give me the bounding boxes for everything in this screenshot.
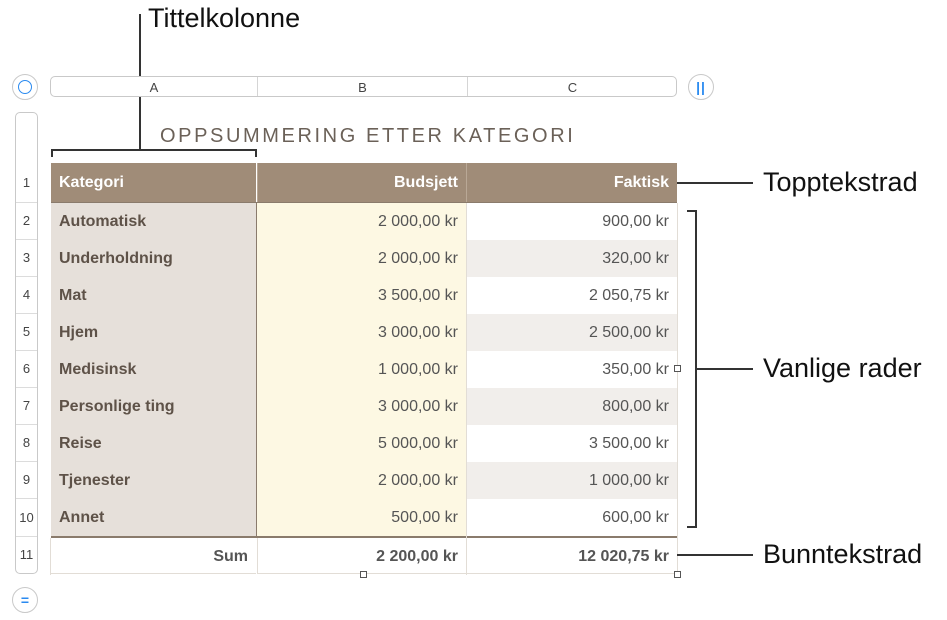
row-number[interactable]: 11 (19, 547, 34, 562)
table-right-border (677, 203, 678, 575)
callout-header-row: Topptekstrad (763, 167, 918, 197)
row-number[interactable]: 8 (22, 435, 31, 450)
row-divider (16, 239, 37, 240)
pause-icon: || (696, 79, 706, 95)
actual-cell[interactable]: 2 500,00 kr (467, 314, 677, 351)
row-divider (16, 461, 37, 462)
row-number[interactable]: 5 (22, 324, 31, 339)
row-number[interactable]: 6 (22, 361, 31, 376)
row-divider (16, 276, 37, 277)
select-table-button[interactable] (12, 74, 38, 100)
circle-icon (18, 80, 32, 94)
row-divider (16, 313, 37, 314)
resize-handle-corner[interactable] (674, 571, 681, 578)
row-number[interactable]: 2 (22, 213, 31, 228)
actual-cell[interactable]: 350,00 kr (467, 351, 677, 388)
footer-cell-label[interactable]: Sum (51, 538, 256, 574)
column-header-bar[interactable] (50, 76, 677, 97)
callout-title-column-bracket (51, 149, 257, 151)
callout-title-column: Tittelkolonne (148, 3, 301, 33)
callout-title-column-bracket-right (255, 149, 257, 157)
title-cell[interactable]: Automatisk (51, 203, 256, 240)
budget-cell[interactable]: 500,00 kr (257, 499, 466, 536)
title-cell[interactable]: Hjem (51, 314, 256, 351)
row-divider (16, 424, 37, 425)
table-title[interactable]: OPPSUMMERING ETTER KATEGORI (160, 125, 576, 147)
title-column-separator (256, 203, 257, 537)
row-number[interactable]: 3 (22, 250, 31, 265)
callout-body-rows: Vanlige rader (763, 353, 922, 383)
title-cell[interactable]: Reise (51, 425, 256, 462)
row-number[interactable]: 9 (22, 472, 31, 487)
budget-cell[interactable]: 2 000,00 kr (257, 240, 466, 277)
header-cell-category[interactable]: Kategori (51, 163, 256, 202)
actual-cell[interactable]: 600,00 kr (467, 499, 677, 536)
column-header-a[interactable]: A (149, 80, 159, 95)
budget-cell[interactable]: 2 000,00 kr (257, 462, 466, 499)
budget-cell[interactable]: 1 000,00 kr (257, 351, 466, 388)
header-cell-actual[interactable]: Faktisk (466, 163, 677, 202)
title-cell[interactable]: Annet (51, 499, 256, 536)
budget-cell[interactable]: 3 000,00 kr (257, 314, 466, 351)
title-cell[interactable]: Underholdning (51, 240, 256, 277)
footer-cell-actual[interactable]: 12 020,75 kr (467, 538, 677, 574)
row-divider (16, 498, 37, 499)
column-divider (466, 203, 467, 575)
row-divider (16, 202, 37, 203)
callout-footer-row-line (677, 554, 753, 556)
title-cell[interactable]: Medisinsk (51, 351, 256, 388)
header-row-border (51, 202, 677, 203)
footer-cell-budget[interactable]: 2 200,00 kr (257, 538, 466, 574)
row-number[interactable]: 10 (19, 510, 34, 525)
header-cell-budget[interactable]: Budsjett (257, 163, 466, 202)
actual-cell[interactable]: 2 050,75 kr (467, 277, 677, 314)
add-column-button[interactable] (688, 74, 714, 100)
actual-cell[interactable]: 1 000,00 kr (467, 462, 677, 499)
row-divider (16, 536, 37, 537)
row-number[interactable]: 1 (22, 175, 31, 190)
actual-cell[interactable]: 900,00 kr (467, 203, 677, 240)
resize-handle-right[interactable] (674, 365, 681, 372)
row-divider (16, 387, 37, 388)
equals-icon: = (20, 592, 30, 608)
table-left-border (50, 538, 51, 575)
column-header-b[interactable]: B (358, 80, 367, 95)
callout-header-row-line (677, 182, 753, 184)
resize-handle-bottom[interactable] (360, 571, 367, 578)
title-cell[interactable]: Mat (51, 277, 256, 314)
callout-title-column-bracket-left (51, 149, 53, 157)
title-cell[interactable]: Tjenester (51, 462, 256, 499)
title-cell[interactable]: Personlige ting (51, 388, 256, 425)
budget-cell[interactable]: 2 000,00 kr (257, 203, 466, 240)
callout-body-rows-bracket-bottom (687, 526, 697, 528)
actual-cell[interactable]: 3 500,00 kr (467, 425, 677, 462)
callout-footer-row: Bunntekstrad (763, 539, 923, 569)
row-number[interactable]: 4 (22, 287, 31, 302)
budget-cell[interactable]: 3 000,00 kr (257, 388, 466, 425)
column-header-c[interactable]: C (567, 80, 578, 95)
callout-body-rows-line (697, 368, 753, 370)
row-divider (16, 350, 37, 351)
actual-cell[interactable]: 320,00 kr (467, 240, 677, 277)
actual-cell[interactable]: 800,00 kr (467, 388, 677, 425)
add-row-button[interactable] (12, 587, 38, 613)
budget-cell[interactable]: 3 500,00 kr (257, 277, 466, 314)
row-number[interactable]: 7 (22, 398, 31, 413)
budget-cell[interactable]: 5 000,00 kr (257, 425, 466, 462)
